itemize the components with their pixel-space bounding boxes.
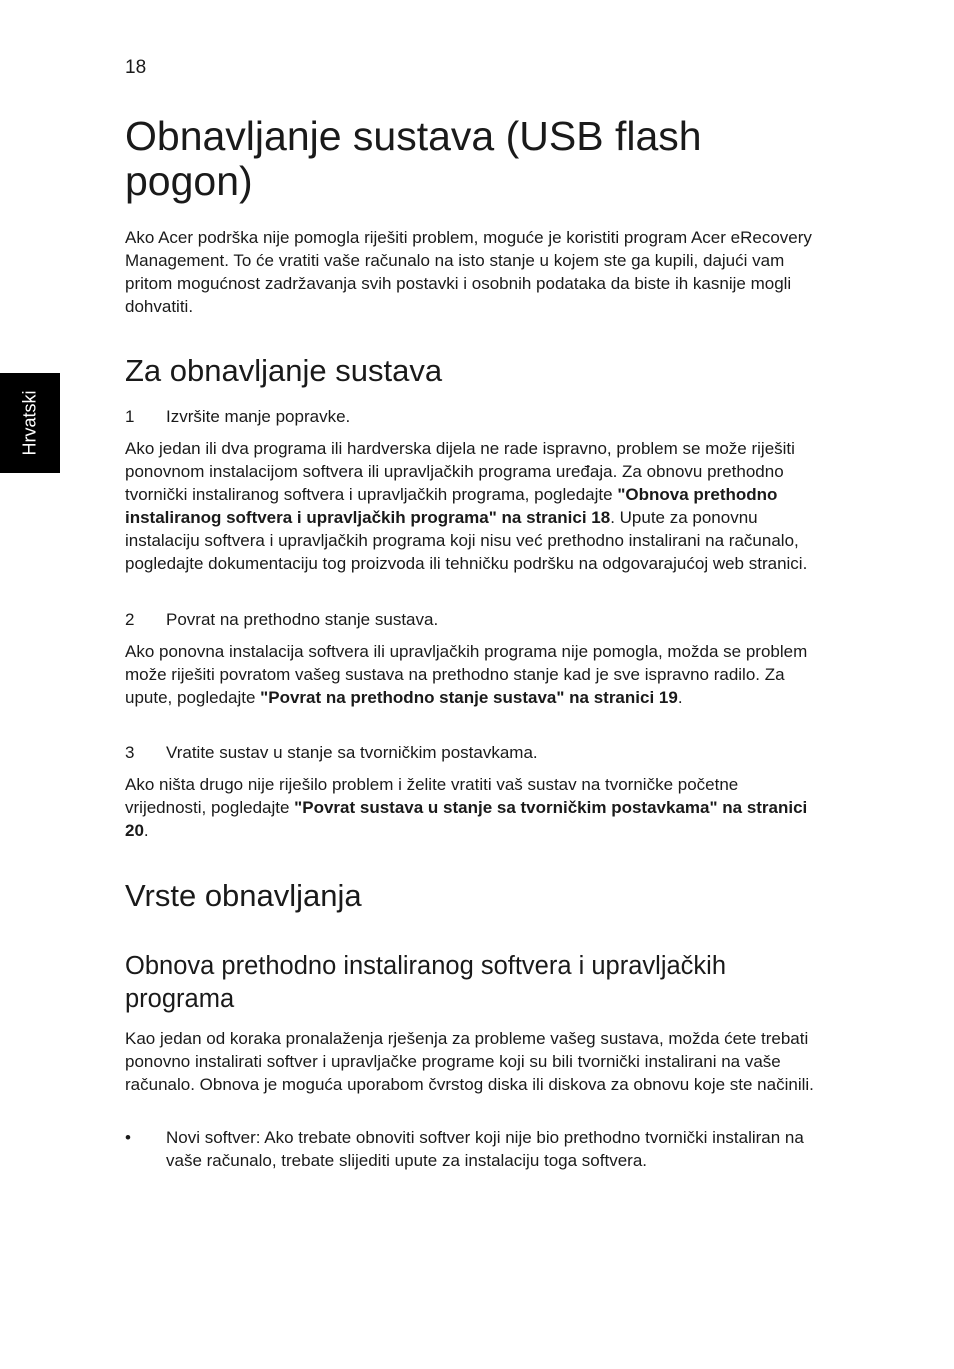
intro-paragraph: Ako Acer podrška nije pomogla riješiti problem, moguće je koristiti program Acer eRecovery Management. To će vratiti vaše računalo na isto stanje u kojem ste ga kupili, dajući vam pritom mogućnost zadržavanja svih postavki i osobnih podataka da biste ih kasnije mogli dohvatiti. (125, 228, 812, 316)
step-paragraph-1: Ako jedan ili dva programa ili hardverska dijela ne rade ispravno, problem se može riješiti ponovnom instalacijom softvera ili upravljačkih programa uređaja. Za obnovu prethodno tvornički instaliranog softvera i upravljačkih programa, pogledajte "Obnova prethodno instaliranog softvera i upravljačkih programa" na stranici 18. Upute za ponovnu instalaciju softvera i upravljačkih programa koji nisu već prethodno instalirani na računalo, pogledajte dokumentaciju tog proizvoda ili tehničku podršku na odgovarajućoj web stranici. (125, 439, 808, 573)
step-number: 3 (125, 743, 135, 762)
step-text: Izvršite manje popravke. (166, 407, 351, 426)
language-side-tab (0, 373, 60, 473)
step-text: Vratite sustav u stanje sa tvorničkim postavkama. (166, 743, 538, 762)
step-text: Povrat na prethodno stanje sustava. (166, 610, 439, 629)
subsection-heading: Obnova prethodno instaliranog softvera i upravljačkih programa (125, 952, 727, 1013)
bullet-icon: • (125, 1128, 131, 1147)
cross-reference-link[interactable]: "Obnova prethodno instaliranog softvera i upravljačkih programa" na stranici 18 (125, 485, 778, 527)
section-heading-recovery-types: Vrste obnavljanja (125, 878, 362, 913)
language-side-tab-label: Hrvatski (19, 390, 40, 456)
cross-reference-link[interactable]: "Povrat na prethodno stanje sustava" na stranici 19 (260, 688, 678, 707)
subsection-paragraph: Kao jedan od koraka pronalaženja rješenja za probleme vašeg sustava, možda ćete trebati ponovno instalirati softver i upravljačke programe koji su bili tvornički instalirani na vaše računalo. Obnova je moguća uporabom čvrstog diska ili diskova za obnovu koje ste načinili. (125, 1029, 814, 1094)
cross-reference-link[interactable]: "Povrat sustava u stanje sa tvorničkim postavkama" na stranici 20 (125, 798, 808, 840)
section-heading-recovery: Za obnavljanje sustava (125, 353, 443, 388)
step-number: 2 (125, 610, 135, 629)
step-paragraph-3: Ako ništa drugo nije riješilo problem i želite vratiti vaš sustav na tvorničke početne vrijednosti, pogledajte "Povrat sustava u stanje sa tvorničkim postavkama" na stranici 20. (125, 775, 808, 840)
step-paragraph-2: Ako ponovna instalacija softvera ili upravljačkih programa nije pomogla, možda se problem može riješiti povratom vašeg sustava na prethodno stanje kad je sve ispravno radilo. Za upute, pogledajte "Povrat na prethodno stanje sustava" na stranici 19. (125, 642, 808, 707)
bullet-text: Novi softver: Ako trebate obnoviti softver koji nije bio prethodno tvornički instaliran na vaše računalo, trebate slijediti upute za instalaciju toga softvera. (166, 1128, 804, 1170)
step-number: 1 (125, 407, 135, 426)
page-number: 18 (125, 57, 147, 78)
page-title: Obnavljanje sustava (USB flash pogon) (125, 113, 702, 204)
